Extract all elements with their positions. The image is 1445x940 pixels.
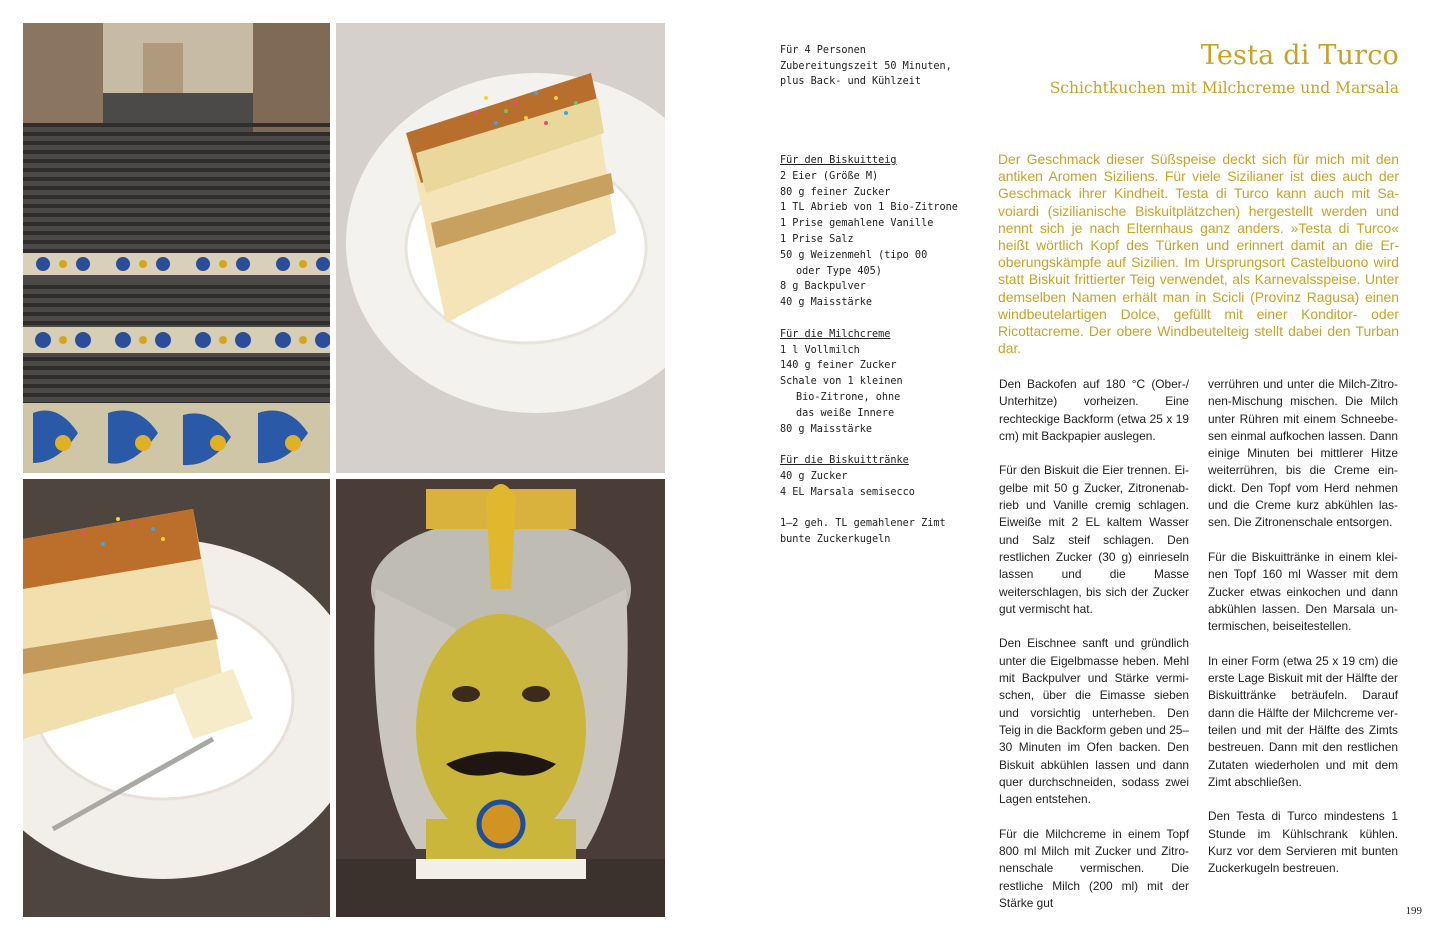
step-paragraph: verrühren und unter die Milch-Zitronen-Mischung mischen. Die Milch unter Rühren mit einem Schneebesen einmal aufkochen lassen. Dann einige Minuten bei mittlerer Hitze weiterrühren, bis die Creme eindickt. Den Topf vom Herd nehmen und die Creme kurz abkühlen lassen. Die Zitronenschale entsorgen. xyxy=(1208,377,1398,530)
ingredient-item: 140 g feiner Zucker xyxy=(780,360,897,372)
ingredient-group-heading: Für den Biskuitteig xyxy=(780,155,897,166)
step-paragraph: In einer Form (etwa 25 x 19 cm) die erste Lage Biskuit mit der Hälfte der Biskuittränke beträufeln. Darauf dann die Hälfte der Milchcreme verteilen und mit der Hälfte des Zimts bestreuen. Dann mit den restlichen Zutaten wiederholen und mit dem Zimt abschließen. xyxy=(1208,653,1398,789)
ingredient-group xyxy=(780,453,980,500)
ingredient-item: 8 g Backpulver xyxy=(780,281,866,293)
ingredient-item: 2 Eier (Größe M) xyxy=(780,170,879,182)
ingredient-group xyxy=(780,153,980,311)
ingredient-group-heading: Für die Milchcreme xyxy=(780,328,891,340)
ingredient-item: 1 l Vollmilch xyxy=(780,344,860,356)
photo-stairs xyxy=(23,23,330,473)
recipe-intro: Der Geschmack dieser Süßspeise deckt sich für mich mit den antiken Aromen Siziliens. Für viele Sizilianer ist dies auch der Geschmack ihrer Kindheit. Testa di Turco kann auch mit Savoiardi (sizilianische Biskuitplätzchen) hergestellt werden und nennt sich je nach Elternhaus ganz anders. »Testa di Turco« heißt wörtlich Kopf des Türken und erinnert damit an die Eroberungskämpfe auf Sizilien. Im Ursprungsort Castelbuono wird statt Biskuit frittierter Teig verwendet, als Karnevalsspeise. Unter demselben Namen erhält man in Scicli (Provinz Ragusa) einen windbeutelartigen Dolce, gefüllt mit einer Konditor- oder Ricottacreme. Der obere Windbeutelteig stellt dabei den Turban dar. xyxy=(998,151,1399,357)
photo-moor-head xyxy=(336,479,665,917)
step-paragraph: Für den Biskuit die Eier trennen. Eigelbe mit 50 g Zucker, Zitronenabrieb und Vanille cremig schlagen. Eiweiße mit 2 EL kaltem Wasser und Salz steif schlagen. Den restlichen Zucker (30 g) einrieseln lassen und die Masse weiterschlagen, bis sich der Zucker gut vermischt hat. xyxy=(999,463,1189,616)
ingredient-item: bunte Zuckerkugeln xyxy=(780,534,891,546)
step-paragraph: Den Backofen auf 180 °C (Ober-/ Unterhitze) vorheizen. Eine rechteckige Backform (etwa 25 x 19 cm) mit Backpapier auslegen. xyxy=(999,377,1189,443)
ingredient-item: 50 g Weizenmehl (tipo 00 xyxy=(780,249,928,261)
ingredient-item: 1–2 geh. TL gemahlener Zimt xyxy=(780,518,946,530)
ingredient-group xyxy=(780,516,980,548)
steps-column-2 xyxy=(1208,376,1398,895)
ingredient-item: 1 TL Abrieb von 1 Bio-Zitrone xyxy=(780,202,958,214)
step-paragraph: Für die Milchcreme in einem Topf 800 ml Milch mit Zucker und Zitronenschale vermischen. Die restliche Milch (200 ml) mit der Stärke gut xyxy=(999,826,1189,910)
ingredient-item: 80 g Maisstärke xyxy=(780,423,873,435)
step-paragraph: Den Eischnee sanft und gründlich unter die Eigelbmasse heben. Mehl mit Backpulver und Stärke vermischen, über die Eimasse sieben und vorsichtig unterheben. Den Teig in die Backform geben und 25–30 Minuten im Ofen backen. Den Biskuit abkühlen lassen und dann quer durchschneiden, sodass zwei Lagen entstehen. xyxy=(999,636,1189,807)
prep-time: Zubereitungszeit 50 Minuten, xyxy=(780,60,952,72)
ingredient-item: 4 EL Marsala semisecco xyxy=(780,486,915,498)
photo-cake-bite xyxy=(23,479,330,917)
servings: Für 4 Personen xyxy=(780,45,866,56)
ingredient-item: Schale von 1 kleinen xyxy=(780,376,903,388)
ingredient-list xyxy=(780,153,980,564)
step-paragraph: Den Testa di Turco mindestens 1 Stunde im Kühlschrank kühlen. Kurz vor dem Servieren mit bunten Zuckerkugeln bestreuen. xyxy=(1208,809,1398,876)
recipe-title: Testa di Turco xyxy=(1200,40,1399,71)
step-paragraph: Für die Biskuittränke in einem kleinen Topf 160 ml Wasser mit dem Zucker etwas einkochen und dann abkühlen lassen. Den Marsala untermischen, beiseitestellen. xyxy=(1208,549,1398,634)
photo-cake xyxy=(336,23,665,473)
extra-time: plus Back- und Kühlzeit xyxy=(780,76,922,88)
steps-column-1 xyxy=(999,376,1189,930)
ingredient-item: oder Type 405) xyxy=(796,265,882,277)
ingredient-item: 40 g Maisstärke xyxy=(780,297,873,309)
ingredient-group xyxy=(780,327,980,438)
ingredient-item: 1 Prise Salz xyxy=(780,233,854,245)
page-number: 199 xyxy=(1405,905,1422,917)
ingredient-item: Bio-Zitrone, ohne xyxy=(796,391,901,403)
ingredient-group-heading: Für die Biskuittränke xyxy=(780,455,909,467)
ingredient-item: das weiße Innere xyxy=(796,407,895,419)
ingredient-item: 1 Prise gemahlene Vanille xyxy=(780,218,934,230)
recipe-subtitle: Schichtkuchen mit Milchcreme und Marsala xyxy=(1049,79,1399,97)
recipe-meta xyxy=(780,43,980,90)
ingredient-item: 40 g Zucker xyxy=(780,470,848,482)
ingredient-item: 80 g feiner Zucker xyxy=(780,186,891,198)
